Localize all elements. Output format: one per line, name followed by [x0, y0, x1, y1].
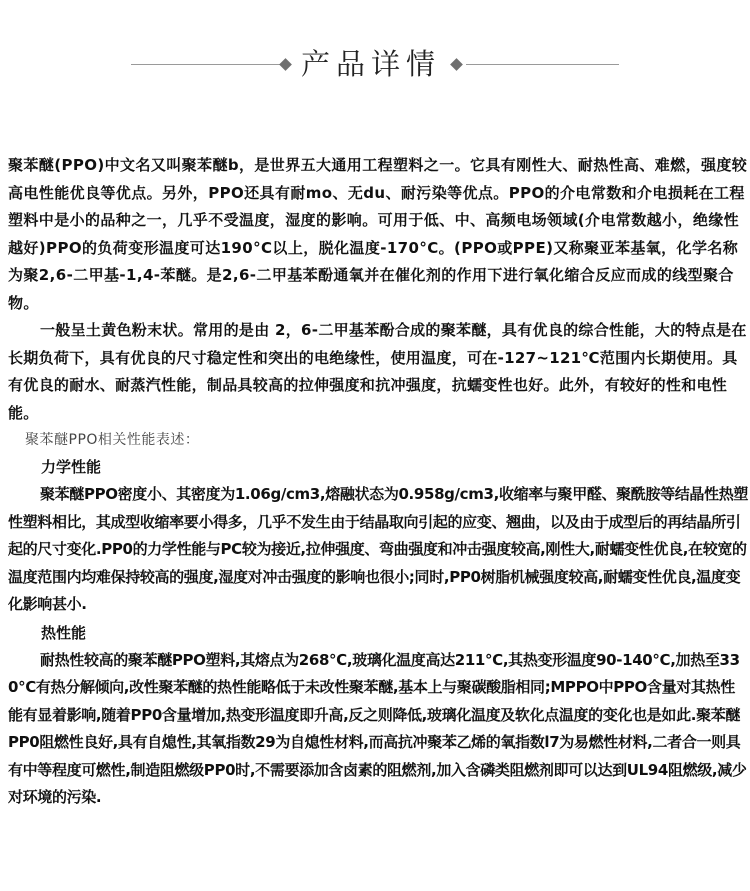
header-divider-right	[466, 64, 619, 65]
section-title: 产品详情	[300, 47, 441, 81]
diamond-ornament-left-icon	[279, 58, 292, 71]
thermal-heading: 热性能	[41, 623, 87, 642]
mechanical-heading: 力学性能	[41, 458, 102, 476]
thermal-paragraph: 耐热性较高的聚苯醚PPO塑料,其熔点为268℃,玻璃化温度高达211℃,其热变形温度90-140℃,加热至330℃有热分解倾向,改性聚苯醚的热性能略低于未改性聚苯醚,基本上与聚碳酸脂相同;MPPO中PPO含量对其热性能有显着影响,随着PP0含量增加,热变形温度即升高,反之则降低,玻璃化温度及软化点温度的变化也是如此.聚苯醚PP0阻燃性良好,具有自熄性,其氧指数29为自熄性材料,而高抗冲聚苯乙烯的氧指数l7为易燃性材料,二者合一则具有中等程度可燃性,制造阻燃级PP0时,不需要添加含卤素的阻燃剂,加入含磷类阻燃剂即可以达到UL94阻燃级,减少对环境的污染.	[8, 650, 747, 806]
intro-paragraph: 聚苯醚(PPO)中文名又叫聚苯醚b，是世界五大通用工程塑料之一。它具有刚性大、耐热性高、难燃，强度较高电性能优良等优点。另外，PPO还具有耐mo、无du、耐污染等优点。PPO的介电常数和介电损耗在工程塑料中是小的品种之一，几乎不受温度，湿度的影响。可用于低、中、高频电场领域(介电常数越小，绝缘性越好)PPO的负荷变形温度可达190°C以上，脱化温度-170°C。(PPO或PPE)又称聚亚苯基氧，化学名称为聚2,6-二甲基-1,4-苯醚。是2,6-二甲基苯酚通氧并在催化剂的作用下进行氧化缩合反应而成的线型聚合物。	[8, 156, 748, 312]
mechanical-paragraph: 聚苯醚PPO密度小、其密度为1.06g/cm3,熔融状态为0.958g/cm3,收缩率与聚甲醛、聚酰胺等结晶性热塑性塑料相比，其成型收缩率要小得多，几乎不发生由于结晶取向引起的应变、翘曲，以及由于成型后的再结晶所引起的尺寸变化.PP0的力学性能与PC较为接近,拉伸强度、弯曲强度和冲击强度较高,刚性大,耐蠕变性优良,在较宽的温度范围内均难保持较高的强度,湿度对冲击强度的影响也很小;同时,PP0树脂机械强度较高,耐蠕变性优良,温度变化影响甚小.	[8, 485, 748, 613]
section-header	[0, 40, 750, 96]
product-description	[8, 152, 748, 812]
appearance-paragraph: 一般呈土黄色粉末状。常用的是由 2，6-二甲基苯酚合成的聚苯醚，具有优良的综合性能，大的特点是在长期负荷下，具有优良的尺寸稳定性和突出的电绝缘性，使用温度，可在-127~121℃范围内长期使用。具有优良的耐水、耐蒸汽性能，制品具较高的拉伸强度和抗冲强度，抗蠕变性也好。此外，有较好的性和电性能。	[8, 321, 747, 422]
diamond-ornament-right-icon	[450, 58, 463, 71]
properties-subtitle: 聚苯醚PPO相关性能表述：	[25, 432, 200, 448]
header-divider-left	[131, 64, 281, 65]
